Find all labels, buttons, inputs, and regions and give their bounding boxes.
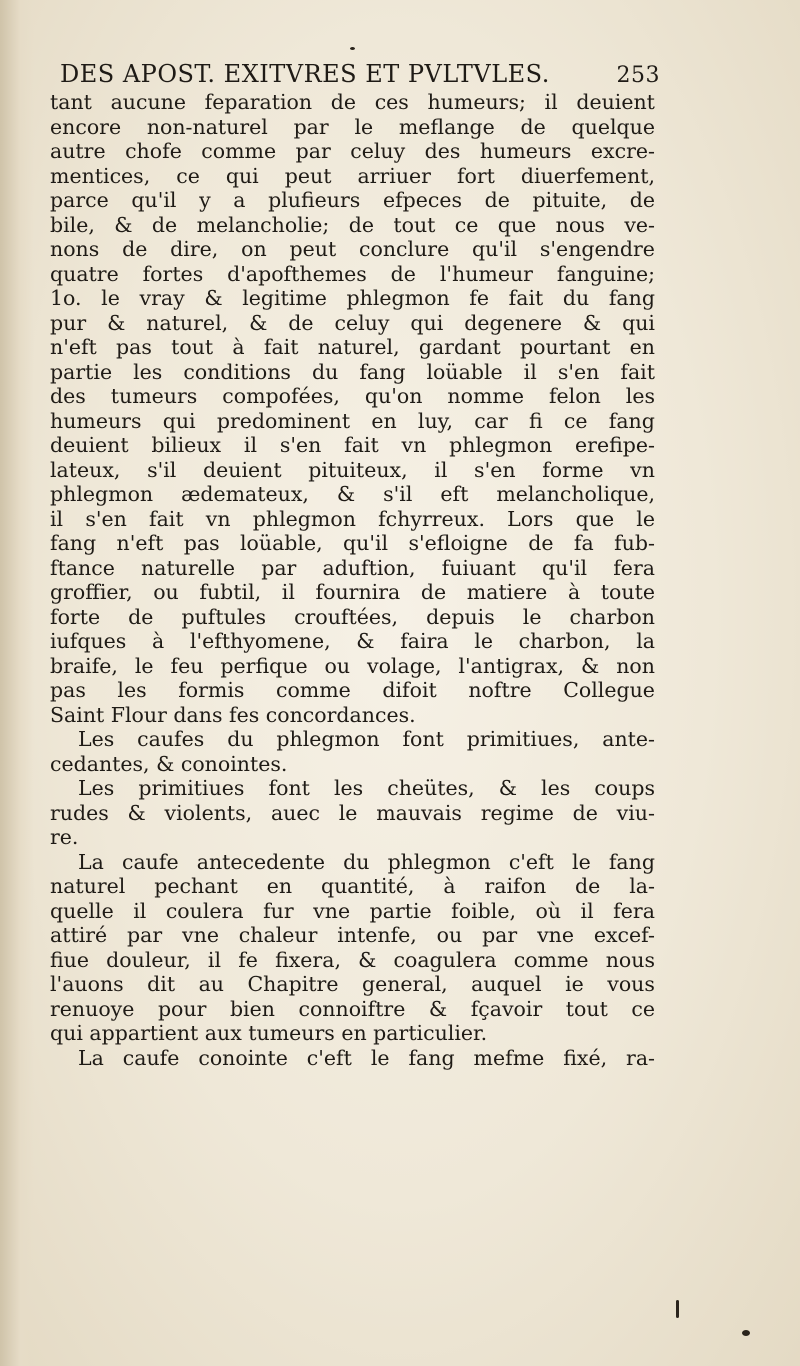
text-line: il s'en fait vn phlegmon fchyrreux. Lors que le <box>50 506 655 531</box>
text-line: 1o. le vray & legitime phlegmon fe fait du fang <box>50 286 655 310</box>
text-line: humeurs qui predominent en luy, car fi ce fang <box>50 408 655 433</box>
text-line: des tumeurs compofées, qu'on nomme felon les <box>50 384 655 408</box>
text-line: lateux, s'il deuient pituiteux, il s'en forme vn <box>50 457 655 482</box>
text-line: quatre fortes d'apofthemes de l'humeur fanguine; <box>50 261 655 286</box>
text-line: pur & naturel, & de celuy qui degenere & qui <box>50 310 655 335</box>
text-line: pas les formis comme difoit noftre Collegue <box>50 678 655 702</box>
text-line: mentices, ce qui peut arriuer fort diuerfement, <box>50 163 655 188</box>
text-line: qui appartient aux tumeurs en particulier. <box>50 1021 488 1045</box>
page-number: 253 <box>616 63 660 88</box>
text-line: bile, & de melancholie; de tout ce que nous ve- <box>50 212 655 237</box>
body-text <box>50 90 655 1070</box>
ink-speck <box>350 47 355 50</box>
text-line: parce qu'il y a plufieurs efpeces de pituite, de <box>50 188 655 212</box>
text-line: La caufe conointe c'eft le fang mefme fixé, ra- <box>78 1045 655 1070</box>
text-line: encore non-naturel par le meflange de quelque <box>50 114 655 139</box>
text-line: attiré par vne chaleur intenfe, ou par vne excef- <box>50 923 655 947</box>
text-line: cedantes, & conointes. <box>50 751 288 776</box>
text-line: n'eft pas tout à fait naturel, gardant pourtant en <box>50 335 655 359</box>
text-line: ftance naturelle par aduftion, fuiuant qu'il fera <box>50 555 655 580</box>
text-line: re. <box>50 825 79 849</box>
text-line: Les caufes du phlegmon font primitiues, ante- <box>78 727 655 751</box>
text-line: renuoye pour bien connoiftre & fçavoir tout ce <box>50 996 655 1021</box>
text-line: deuient bilieux il s'en fait vn phlegmon erefipe- <box>50 433 655 457</box>
text-line: Saint Flour dans fes concordances. <box>50 702 416 727</box>
text-line: phlegmon ædemateux, & s'il eft melancholique, <box>50 482 655 506</box>
text-line: forte de puftules crouftées, depuis le charbon <box>50 604 655 629</box>
running-title: DES APOST. EXITVRES ET PVLTVLES. <box>60 60 550 88</box>
text-line: fang n'eft pas loüable, qu'il s'efloigne de fa fub- <box>50 531 655 555</box>
text-line: nons de dire, on peut conclure qu'il s'engendre <box>50 237 655 261</box>
page-gutter-shadow <box>0 0 34 1366</box>
text-line: naturel pechant en quantité, à raifon de la- <box>50 874 655 898</box>
ink-speck <box>742 1330 750 1336</box>
text-line: La caufe antecedente du phlegmon c'eft le fang <box>78 849 655 874</box>
text-line: fiue douleur, il fe fixera, & coagulera comme nous <box>50 947 655 972</box>
text-line: l'auons dit au Chapitre general, auquel ie vous <box>50 972 655 996</box>
text-line: quelle il coulera fur vne partie foible, où il fera <box>50 898 655 923</box>
running-header <box>60 60 660 88</box>
text-line: rudes & violents, auec le mauvais regime de viu- <box>50 800 655 825</box>
text-line: Les primitiues font les cheütes, & les coups <box>78 776 655 800</box>
text-line: groffier, ou fubtil, il fournira de matiere à toute <box>50 580 655 604</box>
text-line: braife, le feu perfique ou volage, l'antigrax, & non <box>50 653 655 678</box>
text-line: autre chofe comme par celuy des humeurs excre- <box>50 139 655 163</box>
ink-speck <box>676 1300 679 1318</box>
text-line: partie les conditions du fang loüable il s'en fait <box>50 359 655 384</box>
text-line: iufques à l'efthyomene, & faira le charbon, la <box>50 629 655 653</box>
text-line: tant aucune feparation de ces humeurs; il deuient <box>50 90 655 114</box>
